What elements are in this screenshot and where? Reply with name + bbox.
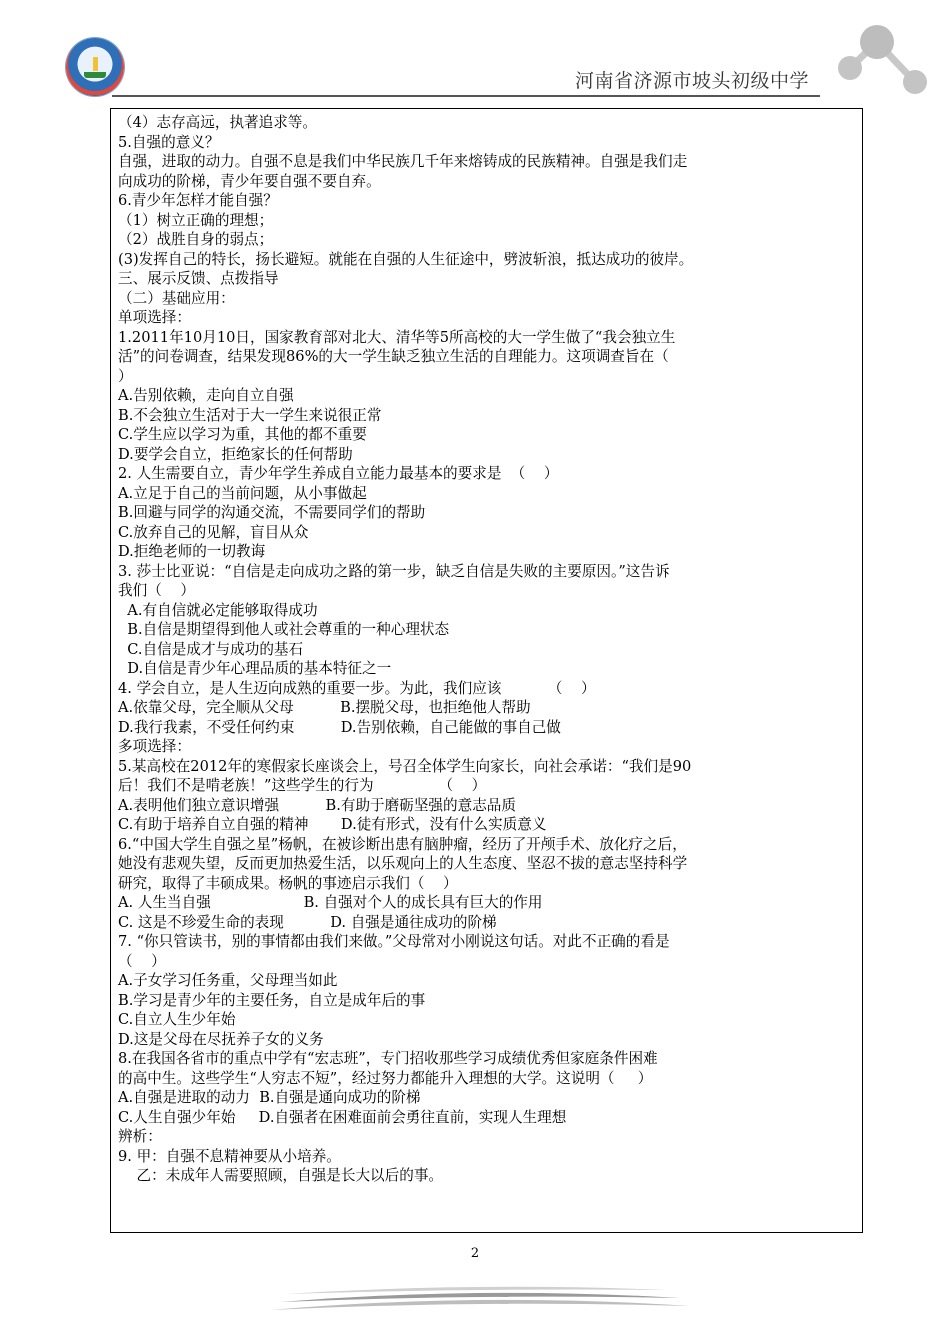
- text-line: C. 这是不珍爱生命的表现 D. 自强是通往成功的阶梯: [118, 913, 497, 931]
- text-line: 2. 人生需要自立，青少年学生养成自立能力最基本的要求是 （ ）: [118, 465, 559, 482]
- text-line: 乙：未成年人需要照顾，自强是长大以后的事。: [118, 1167, 444, 1184]
- text-line: A.告别依赖，走向自立自强: [118, 387, 294, 404]
- text-line: 5.自强的意义？: [118, 133, 220, 151]
- text-line: A.子女学习任务重，父母理当如此: [118, 972, 338, 989]
- text-line: （4）志存高远，执著追求等。: [118, 114, 318, 131]
- text-line: 单项选择：: [118, 309, 191, 326]
- text-line: C.有助于培养自立自强的精神 D.徒有形式，没有什么实质意义: [118, 816, 547, 833]
- text-line: 三、展示反馈、点拨指导: [118, 270, 279, 287]
- text-line: （二）基础应用：: [118, 289, 235, 307]
- text-line: A. 人生当自强 B. 自强对个人的成长具有巨大的作用: [118, 894, 543, 911]
- text-line: A.自强是进取的动力 B.自强是通向成功的阶梯: [118, 1089, 421, 1106]
- text-line: B.自信是期望得到他人或社会尊重的一种心理状态: [118, 621, 450, 638]
- text-line: A.有自信就必定能够取得成功: [118, 601, 318, 619]
- text-line: A.依靠父母，完全顺从父母 B.摆脱父母，也拒绝他人帮助: [118, 699, 531, 716]
- text-line: 6.青少年怎样才能自强？: [118, 192, 278, 209]
- text-line: 8.在我国各省市的重点中学有“宏志班”，专门招收那些学习成绩优秀但家庭条件困难: [118, 1050, 658, 1067]
- page-header: [0, 0, 950, 100]
- footer-swoosh-decoration: [0, 1280, 950, 1344]
- text-line: 5.某高校在2012年的寒假家长座谈会上，号召全体学生向家长，向社会承诺：“我们是90: [118, 757, 692, 775]
- molecule-decoration-icon: [815, 20, 935, 110]
- school-name: 河南省济源市坡头初级中学: [575, 70, 810, 92]
- school-logo: [66, 38, 124, 96]
- text-line: C.自信是成才与成功的基石: [118, 640, 304, 658]
- text-line: B.回避与同学的沟通交流，不需要同学们的帮助: [118, 504, 426, 521]
- text-line: 后！我们不是啃老族！”这些学生的行为 （ ）: [118, 777, 487, 794]
- text-line: A.立足于自己的当前问题，从小事做起: [118, 484, 367, 502]
- text-line: D.自信是青少年心理品质的基本特征之一: [118, 660, 392, 677]
- text-line: 1.2011年10月10日，国家教育部对北大、清华等5所高校的大一学生做了“我会独立生: [118, 328, 676, 346]
- text-line: B.学习是青少年的主要任务，自立是成年后的事: [118, 991, 426, 1009]
- text-line: 的高中生。这些学生“人穷志不短”，经过努力都能升入理想的大学。这说明（ ）: [118, 1069, 653, 1087]
- text-line: （1）树立正确的理想；: [118, 211, 274, 229]
- document-body: [118, 113, 858, 1186]
- page-number: 2: [470, 1246, 480, 1261]
- text-line: 3. 莎士比亚说：“自信是走向成功之路的第一步，缺乏自信是失败的主要原因。”这告诉: [118, 562, 670, 580]
- text-line: 辨析：: [118, 1128, 162, 1145]
- text-line: 自强，进取的动力。自强不息是我们中华民族几千年来熔铸成的民族精神。自强是我们走: [118, 153, 688, 170]
- text-line: 活”的问卷调查，结果发现86%的大一学生缺乏独立生活的自理能力。这项调查旨在（: [118, 348, 669, 365]
- text-line: 研究，取得了丰硕成果。杨帆的事迹启示我们（ ）: [118, 874, 458, 892]
- text-line: D.要学会自立，拒绝家长的任何帮助: [118, 445, 353, 463]
- text-line: C.放弃自己的见解，盲目从众: [118, 523, 309, 541]
- text-line: 4. 学会自立，是人生迈向成熟的重要一步。为此，我们应该 （ ）: [118, 679, 596, 697]
- text-line: D.这是父母在尽抚养子女的义务: [118, 1030, 324, 1048]
- text-line: C.自立人生少年始: [118, 1011, 236, 1028]
- text-line: B.不会独立生活对于大一学生来说很正常: [118, 406, 382, 424]
- text-line: 6.“中国大学生自强之星”杨帆，在被诊断出患有脑肿瘤，经历了开颅手术、放化疗之后，: [118, 835, 687, 853]
- header-divider: [112, 95, 820, 97]
- text-line: 多项选择：: [118, 738, 191, 755]
- text-line: 向成功的阶梯，青少年要自强不要自弃。: [118, 172, 381, 190]
- text-line: C.学生应以学习为重，其他的都不重要: [118, 426, 367, 443]
- text-line: 7. “你只管读书，别的事情都由我们来做。”父母常对小刚说这句话。对此不正确的看是: [118, 933, 670, 950]
- text-line: (3)发挥自己的特长，扬长避短。就能在自强的人生征途中，劈波斩浪，抵达成功的彼岸。: [118, 250, 694, 268]
- text-line: D.我行我素，不受任何约束 D.告别依赖，自己能做的事自己做: [118, 718, 561, 736]
- text-line: 9. 甲：自强不息精神要从小培养。: [118, 1147, 341, 1165]
- text-line: 她没有悲观失望，反而更加热爱生活，以乐观向上的人生态度、坚忍不拔的意志坚持科学: [118, 855, 688, 872]
- text-line: （ ）: [118, 952, 166, 970]
- text-line: D.拒绝老师的一切教诲: [118, 543, 266, 560]
- text-line: 我们（ ）: [118, 582, 195, 599]
- text-line: （2）战胜自身的弱点；: [118, 231, 274, 248]
- text-line: ）: [118, 367, 133, 385]
- text-line: C.人生自强少年始 D.自强者在困难面前会勇往直前，实现人生理想: [118, 1108, 567, 1126]
- text-line: A.表明他们独立意识增强 B.有助于磨砺坚强的意志品质: [118, 796, 516, 814]
